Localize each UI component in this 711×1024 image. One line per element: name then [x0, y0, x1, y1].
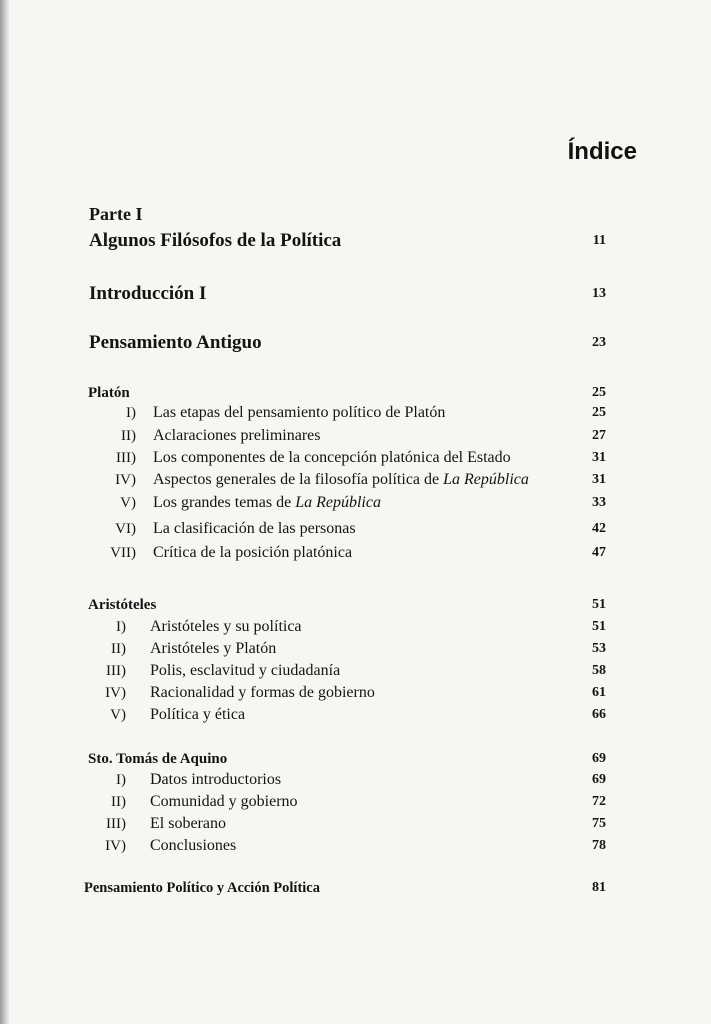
toc-num: IV) [115, 472, 136, 488]
toc-page: 31 [592, 450, 606, 465]
toc-label-italic: La República [295, 494, 381, 511]
toc-page: 51 [592, 597, 606, 612]
toc-subentry[interactable] [0, 833, 711, 859]
toc-subentry[interactable] [0, 540, 711, 566]
toc-page: 51 [592, 619, 606, 634]
toc-label: Introducción I [89, 283, 207, 304]
toc-label: La clasificación de las personas [153, 520, 356, 537]
toc-page: 61 [592, 685, 606, 700]
toc-subentry[interactable] [0, 516, 711, 542]
toc-label: Aristóteles y su política [150, 618, 302, 635]
toc-label: Sto. Tomás de Aquino [88, 751, 228, 767]
toc-num: V) [120, 495, 136, 511]
toc-num: VII) [110, 545, 136, 561]
toc-label: Aclaraciones preliminares [153, 427, 321, 444]
toc-label-italic: La República [443, 471, 529, 488]
toc-page: 72 [592, 794, 606, 809]
toc-num: I) [116, 772, 126, 788]
toc-page: 33 [592, 495, 606, 510]
toc-page: 13 [592, 286, 606, 301]
toc-entry[interactable] [0, 228, 711, 254]
toc-label: Conclusiones [150, 837, 237, 854]
toc-num: IV) [105, 685, 126, 701]
toc-page: 58 [592, 663, 606, 678]
toc-label: Aspectos generales de la filosofía política de [153, 471, 440, 488]
toc-page: 75 [592, 816, 606, 831]
toc-label: Algunos Filósofos de la Política [89, 230, 342, 251]
part-heading [0, 201, 711, 227]
part-label: Parte I [89, 204, 143, 224]
toc-entry[interactable] [0, 875, 711, 901]
toc-num: III) [106, 816, 126, 832]
toc-page: 47 [592, 545, 606, 560]
toc-page: 27 [592, 428, 606, 443]
toc-page: 42 [592, 521, 606, 536]
toc-num: IV) [105, 838, 126, 854]
toc-page: 53 [592, 641, 606, 656]
toc-page: 25 [592, 405, 606, 420]
toc-entry[interactable] [0, 330, 711, 356]
toc-label: El soberano [150, 815, 226, 832]
toc-num: I) [126, 405, 136, 421]
toc-label: Los componentes de la concepción platónica del Estado [153, 449, 511, 466]
toc-label: Crítica de la posición platónica [153, 544, 353, 561]
toc-entry[interactable] [0, 281, 711, 307]
toc-page: 69 [592, 772, 606, 787]
toc-page: 23 [592, 335, 606, 350]
toc-num: III) [116, 450, 136, 466]
toc-num: III) [106, 663, 126, 679]
toc-label: Las etapas del pensamiento político de Platón [153, 404, 446, 421]
toc-page: 25 [592, 385, 606, 400]
toc-num: II) [111, 794, 126, 810]
toc-label: Pensamiento Político y Acción Política [84, 880, 320, 896]
toc-label: Racionalidad y formas de gobierno [150, 684, 375, 701]
toc-label: Aristóteles y Platón [150, 640, 277, 657]
toc-num: V) [110, 707, 126, 723]
toc-subentry[interactable] [0, 702, 711, 728]
toc-page: 81 [592, 880, 606, 895]
toc-subentry[interactable] [0, 490, 711, 516]
toc-label: Platón [88, 385, 130, 401]
toc-num: II) [111, 641, 126, 657]
toc-page: 69 [592, 751, 606, 766]
toc-num: I) [116, 619, 126, 635]
toc-page: 31 [592, 472, 606, 487]
toc-label: Datos introductorios [150, 771, 282, 788]
toc-label: Los grandes temas de [153, 494, 292, 511]
toc-page: 66 [592, 707, 606, 722]
toc-label: Comunidad y gobierno [150, 793, 298, 810]
toc-label-wrap [153, 490, 381, 516]
toc-page: 11 [592, 233, 606, 248]
toc-label: Aristóteles [88, 597, 157, 613]
toc-label: Política y ética [150, 706, 246, 723]
toc-page: 78 [592, 838, 606, 853]
toc-label: Polis, esclavitud y ciudadanía [150, 662, 341, 679]
toc-num: II) [121, 428, 136, 444]
toc-num: VI) [115, 521, 136, 537]
page-title: Índice [567, 138, 637, 165]
toc-label: Pensamiento Antiguo [89, 332, 262, 353]
